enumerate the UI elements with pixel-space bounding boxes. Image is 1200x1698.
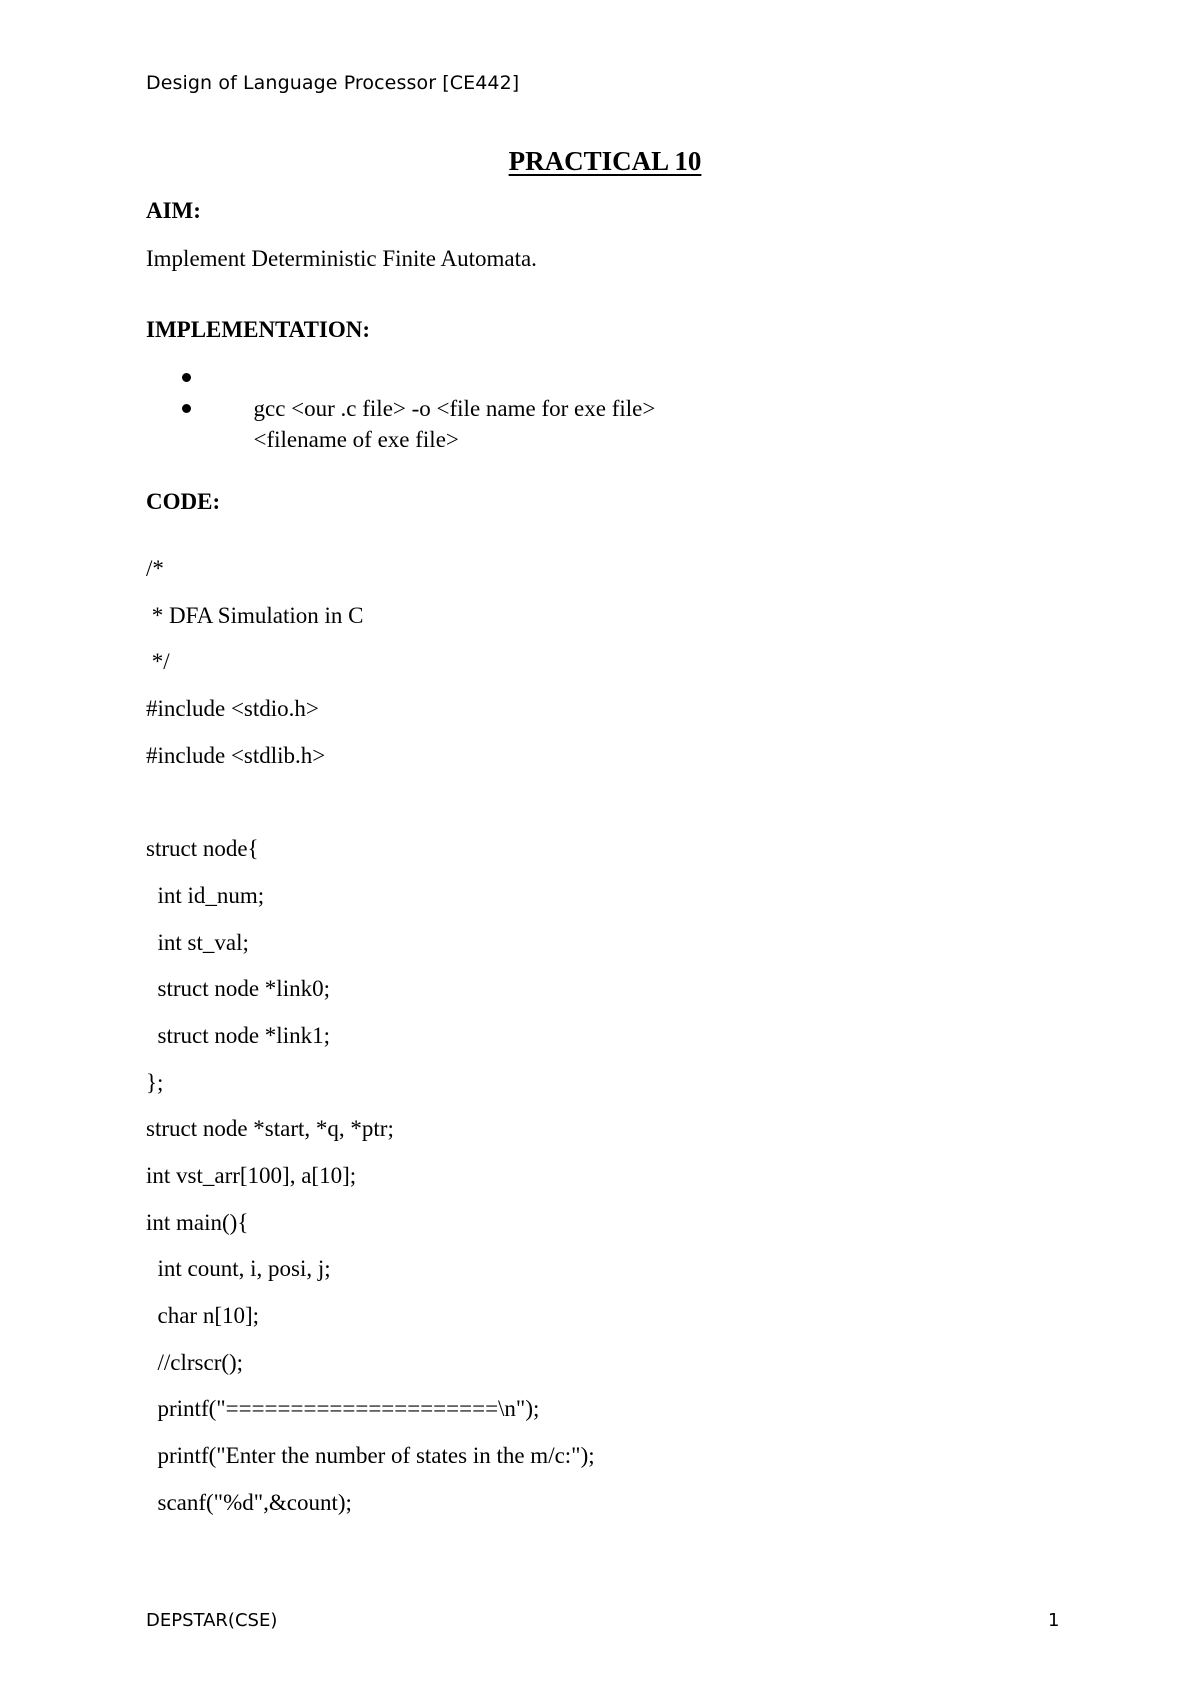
- code-line: struct node *start, *q, *ptr;: [146, 1116, 394, 1142]
- code-line: };: [146, 1069, 164, 1095]
- aim-text: Implement Deterministic Finite Automata.: [146, 246, 537, 271]
- code-line: struct node *link1;: [146, 1022, 330, 1048]
- bullet-icon: [182, 373, 191, 382]
- bullet-icon: [182, 404, 191, 413]
- list-item: [180, 362, 656, 421]
- code-line: //clrscr();: [146, 1349, 244, 1375]
- code-line: int count, i, posi, j;: [146, 1256, 331, 1282]
- page-header: Design of Language Processor [CE442]: [146, 72, 520, 94]
- code-block: [146, 546, 595, 1526]
- implementation-list: [180, 362, 656, 452]
- list-item-text: <filename of exe file>: [253, 427, 459, 452]
- implementation-heading: IMPLEMENTATION:: [146, 317, 371, 342]
- code-line: */: [146, 649, 170, 675]
- aim-heading: AIM:: [146, 198, 201, 223]
- code-line: printf("Enter the number of states in the m/c:");: [146, 1443, 595, 1469]
- code-line: * DFA Simulation in C: [146, 602, 364, 628]
- code-line: int main(){: [146, 1209, 249, 1235]
- code-line: /*: [146, 556, 164, 581]
- page-title-text: PRACTICAL 10: [508, 146, 702, 176]
- code-line: printf("=====================\n");: [146, 1396, 540, 1422]
- page-footer: DEPSTAR(CSE): [146, 1610, 278, 1631]
- page-title: [0, 146, 1200, 177]
- code-line: scanf("%d",&count);: [146, 1489, 352, 1515]
- code-line: struct node{: [146, 836, 259, 862]
- page-number: 1: [1048, 1610, 1060, 1631]
- code-line: int vst_arr[100], a[10];: [146, 1162, 357, 1188]
- list-item-text: gcc <our .c file> -o <file name for exe file>: [253, 396, 656, 421]
- code-line: struct node *link0;: [146, 976, 330, 1002]
- list-item: [180, 393, 655, 452]
- code-line: int st_val;: [146, 929, 249, 955]
- code-line: int id_num;: [146, 882, 265, 908]
- code-line: #include <stdlib.h>: [146, 742, 326, 768]
- code-line: #include <stdio.h>: [146, 696, 319, 722]
- code-heading: CODE:: [146, 489, 221, 514]
- code-line: [146, 779, 595, 826]
- code-line: char n[10];: [146, 1303, 260, 1328]
